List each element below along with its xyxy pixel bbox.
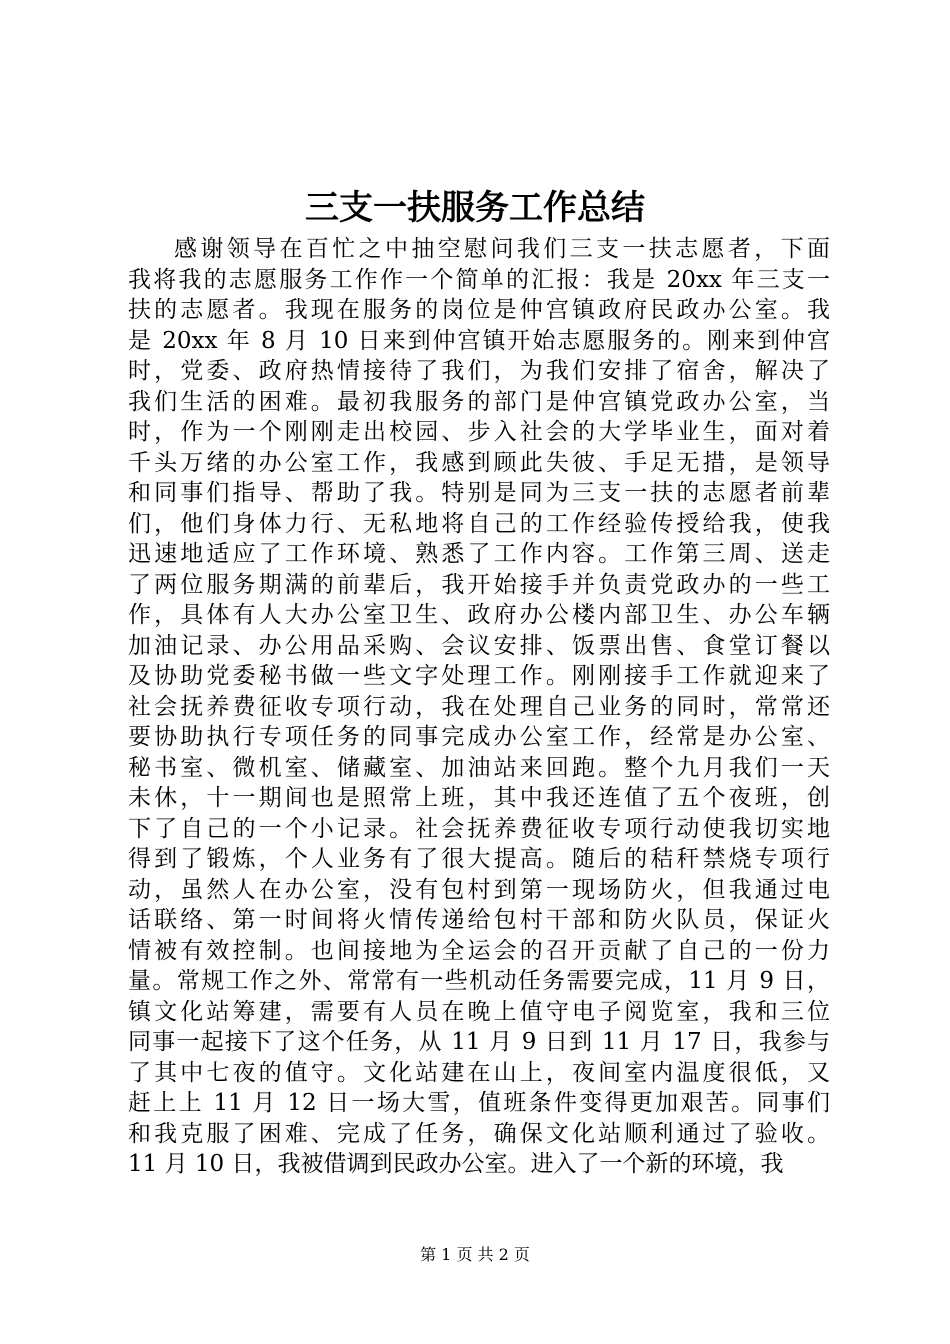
document-title: 三支一扶服务工作总结 bbox=[305, 188, 645, 228]
body-text-line: 迅速地适应了工作环境、熟悉了工作内容。工作第三周、送走 bbox=[128, 541, 830, 567]
body-text-line: 得到了锻炼，个人业务有了很大提高。随后的秸秆禁烧专项行 bbox=[128, 846, 830, 872]
body-text-line: 是 20xx 年 8 月 10 日来到仲宫镇开始志愿服务的。刚来到仲宫 bbox=[128, 327, 830, 354]
body-text-line: 镇文化站筹建，需要有人员在晚上值守电子阅览室，我和三位 bbox=[128, 998, 830, 1025]
body-text-line: 赶上上 11 月 12 日一场大雪，值班条件变得更加艰苦。同事们 bbox=[128, 1090, 830, 1116]
body-text-line: 社会抚养费征收专项行动，我在处理自己业务的同时，常常还 bbox=[128, 693, 830, 720]
body-text-line: 秘书室、微机室、储藏室、加油站来回跑。整个九月我们一天 bbox=[128, 754, 830, 781]
body-text-line: 了两位服务期满的前辈后，我开始接手并负责党政办的一些工 bbox=[128, 571, 830, 598]
body-text-line: 时，党委、政府热情接待了我们，为我们安排了宿舍，解决了 bbox=[128, 358, 830, 384]
body-text-line: 感谢领导在百忙之中抽空慰问我们三支一扶志愿者，下面 bbox=[174, 236, 830, 262]
body-text-line: 和我克服了困难、完成了任务，确保文化站顺利通过了验收。 bbox=[128, 1120, 830, 1147]
body-text-line: 要协助执行专项任务的同事完成办公室工作，经常是办公室、 bbox=[128, 724, 830, 750]
body-text-line: 扶的志愿者。我现在服务的岗位是仲宫镇政府民政办公室。我 bbox=[128, 297, 830, 323]
body-text-line: 动，虽然人在办公室，没有包村到第一现场防火，但我通过电 bbox=[128, 876, 830, 903]
body-text-line: 量。常规工作之外、常常有一些机动任务需要完成，11 月 9 日， bbox=[128, 968, 830, 994]
body-text-line: 未休，十一期间也是照常上班，其中我还连值了五个夜班，创 bbox=[128, 785, 830, 811]
body-text-line: 情被有效控制。也间接地为全运会的召开贡献了自己的一份力 bbox=[128, 937, 830, 964]
page-number-footer: 第 1 页 共 2 页 bbox=[420, 1245, 530, 1264]
body-text-line: 及协助党委秘书做一些文字处理工作。刚刚接手工作就迎来了 bbox=[128, 663, 830, 689]
body-text-line: 千头万绪的办公室工作，我感到顾此失彼、手足无措，是领导 bbox=[128, 449, 830, 476]
body-text-line: 我将我的志愿服务工作作一个简单的汇报：我是 20xx 年三支一 bbox=[128, 266, 830, 293]
body-text-line: 了其中七夜的值守。文化站建在山上，夜间室内温度很低，又 bbox=[128, 1059, 830, 1086]
body-text-line: 和同事们指导、帮助了我。特别是同为三支一扶的志愿者前辈 bbox=[128, 480, 830, 506]
body-text-line: 下了自己的一个小记录。社会抚养费征收专项行动使我切实地 bbox=[128, 815, 830, 842]
document-body bbox=[128, 234, 830, 1180]
body-text-line: 加油记录、办公用品采购、会议安排、饭票出售、食堂订餐以 bbox=[128, 632, 830, 659]
body-text-line: 我们生活的困难。最初我服务的部门是仲宫镇党政办公室，当 bbox=[128, 388, 830, 415]
body-text-line: 们，他们身体力行、无私地将自己的工作经验传授给我，使我 bbox=[128, 510, 830, 537]
body-text-line: 11 月 10 日，我被借调到民政办公室。进入了一个新的环境，我 bbox=[128, 1151, 784, 1177]
body-text-line: 话联络、第一时间将火情传递给包村干部和防火队员，保证火 bbox=[128, 907, 830, 933]
body-text-line: 同事一起接下了这个任务，从 11 月 9 日到 11 月 17 日，我参与 bbox=[128, 1029, 830, 1055]
body-text-line: 作，具体有人大办公室卫生、政府办公楼内部卫生、办公车辆 bbox=[128, 602, 830, 628]
body-text-line: 时，作为一个刚刚走出校园、步入社会的大学毕业生，面对着 bbox=[128, 419, 830, 445]
